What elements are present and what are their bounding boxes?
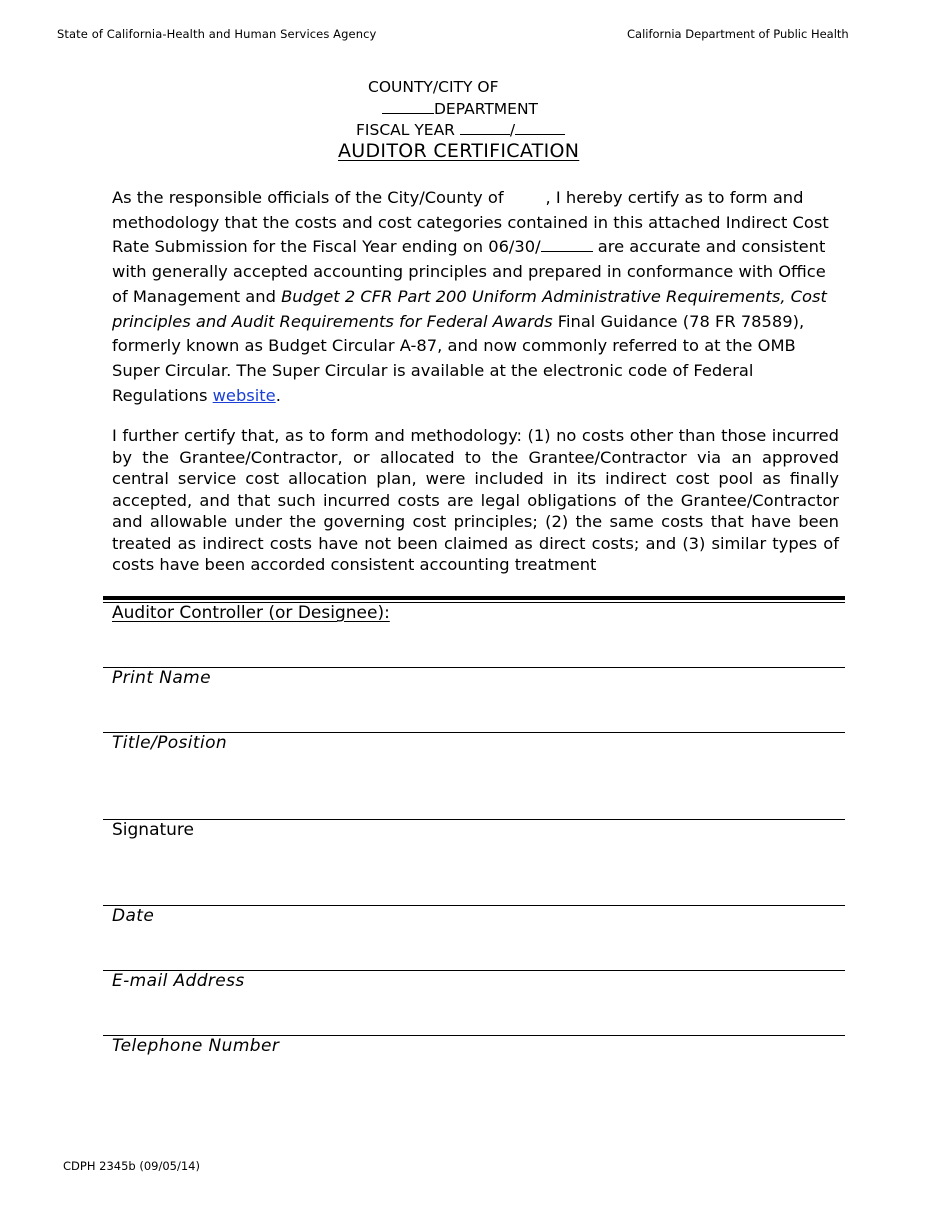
form-number: CDPH 2345b (09/05/14) bbox=[63, 1159, 200, 1173]
department-blank[interactable] bbox=[382, 99, 434, 114]
header-agency: State of California-Health and Human Services Agency bbox=[57, 27, 377, 41]
title-position-label: Title/Position bbox=[112, 733, 228, 753]
signature-line[interactable] bbox=[103, 819, 845, 820]
title-department: DEPARTMENT bbox=[382, 99, 538, 118]
section-heading-auditor: Auditor Controller (or Designee): bbox=[112, 603, 390, 623]
website-link[interactable]: website bbox=[212, 385, 276, 405]
fiscal-year-ending-blank[interactable] bbox=[541, 237, 593, 252]
header-department: California Department of Public Health bbox=[627, 27, 849, 41]
signature-label: Signature bbox=[112, 820, 195, 840]
date-line[interactable] bbox=[103, 905, 845, 906]
email-label: E-mail Address bbox=[112, 971, 245, 991]
telephone-label: Telephone Number bbox=[112, 1036, 280, 1056]
date-label: Date bbox=[112, 906, 155, 926]
certification-paragraph-1: As the responsible officials of the City/County of , I hereby certify as to form and methodology that the costs and cost categories contained in this attached Indirect Cost Rate Submission for the Fiscal Year ending on 06/30/ are accurate and consistent with generally accepted accounting principles and prepared in conformance with Office of Management and Budget 2 CFR Part 200 Uniform Administrative Requirements, Cost principles and Audit Requirements for Federal Awards Final Guidance (78 FR 78589), formerly known as Budget Circular A-87, and now commonly referred to at the OMB Super Circular. The Super Circular is available at the electronic code of Federal Regulations website. bbox=[112, 188, 829, 405]
print-name-label: Print Name bbox=[112, 668, 211, 688]
title-fiscal-year: FISCAL YEAR / bbox=[356, 120, 565, 139]
section-divider-thick bbox=[103, 596, 845, 600]
title-county-city: COUNTY/CITY OF bbox=[368, 78, 499, 96]
fiscal-year-end-blank[interactable] bbox=[515, 120, 565, 135]
print-name-line[interactable] bbox=[103, 667, 845, 668]
fiscal-year-start-blank[interactable] bbox=[460, 120, 510, 135]
page-title: AUDITOR CERTIFICATION bbox=[338, 140, 580, 162]
certification-paragraph-2: I further certify that, as to form and methodology: (1) no costs other than those incurred by the Grantee/Contractor, or allocated to the Grantee/Contractor via an approved central service cost allocation plan, were included in its indirect cost pool as finally accepted, and that such incurred costs are legal obligations of the Grantee/Contractor and allowable under the governing cost principles; (2) the same costs that have been treated as indirect costs have not been claimed as direct costs; and (3) similar types of costs have been accorded consistent accounting treatment bbox=[112, 426, 839, 574]
